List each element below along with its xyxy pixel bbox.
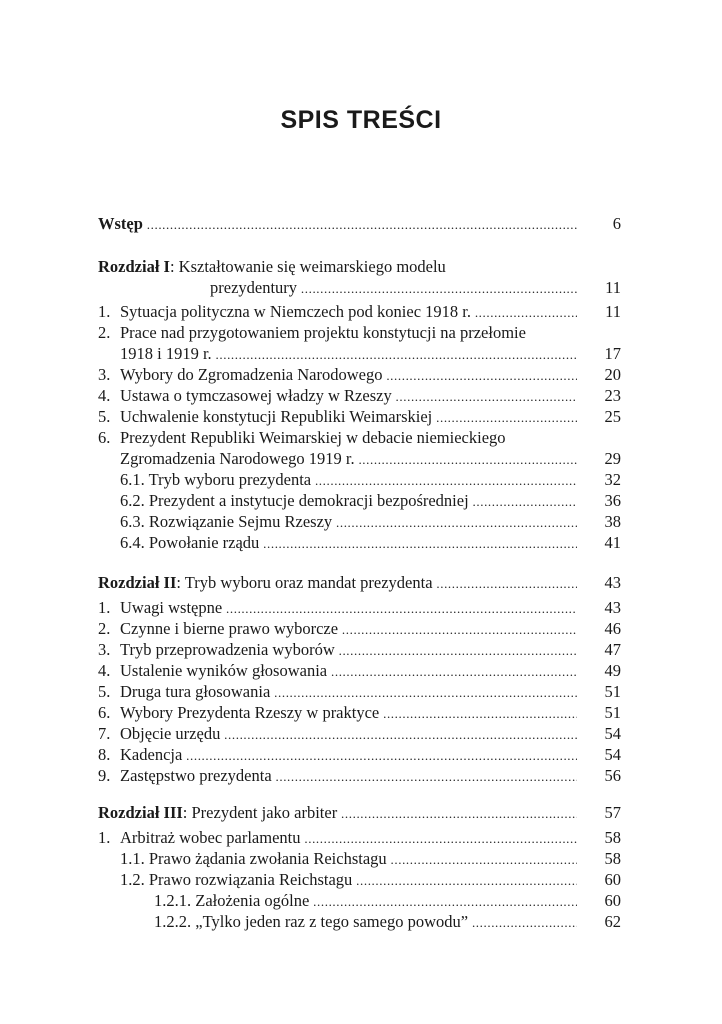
toc-entry-text: Prezydent Republiki Weimarskiej w debacie niemieckiego (120, 428, 506, 447)
toc-page-number: 51 (604, 682, 621, 701)
toc-entry-text: Uchwalenie konstytucji Republiki Weimarskiej ..... (120, 406, 577, 428)
toc-subentry (98, 532, 621, 553)
toc-entry-text: 6.1. Tryb wyboru prezydenta ..... (120, 469, 577, 491)
toc-page-number: 6 (612, 214, 621, 233)
toc-page-number: 41 (604, 533, 621, 552)
toc-page-number: 20 (604, 365, 621, 384)
toc-entry (98, 660, 621, 681)
toc-entry-chapter-1 (98, 256, 621, 277)
toc-entry (98, 681, 621, 702)
toc-entry (98, 597, 621, 618)
toc-subentry (98, 490, 621, 511)
toc-page-number: 32 (604, 470, 621, 489)
toc-entry-text: Wybory do Zgromadzenia Narodowego ..... (120, 364, 577, 386)
toc-subentry (98, 469, 621, 490)
toc-entry-number: 9. (98, 766, 111, 785)
toc-entry-chapter-1-cont (98, 277, 621, 298)
toc-entry-text: 6.2. Prezydent a instytucje demokracji bezpośredniej ..... (120, 490, 577, 512)
toc-page-number: 60 (604, 870, 621, 889)
toc-entry-chapter-3 (98, 802, 621, 823)
toc-entry-number: 1. (98, 302, 111, 321)
toc-page-number: 29 (604, 449, 621, 468)
toc-entry (98, 744, 621, 765)
toc-entry-number: 1. (98, 828, 111, 847)
toc-entry-number: 6. (98, 703, 111, 722)
toc-page-number: 60 (604, 891, 621, 910)
toc-entry (98, 406, 621, 427)
toc-entry-text: 1.2. Prawo rozwiązania Reichstagu ..... (120, 869, 577, 891)
toc-page-number: 43 (604, 573, 621, 592)
toc-entry-text: Uwagi wstępne ..... (120, 597, 577, 619)
toc-entry-number: 7. (98, 724, 111, 743)
toc-entry-text: Arbitraż wobec parlamentu ..... (120, 827, 577, 849)
toc-entry-text: Czynne i bierne prawo wyborcze ..... (120, 618, 577, 640)
toc-page-number: 47 (604, 640, 621, 659)
toc-entry-cont (98, 448, 621, 469)
toc-entry-number: 5. (98, 407, 111, 426)
toc-subentry (98, 890, 621, 911)
toc-page-number: 43 (604, 598, 621, 617)
toc-entry-number: 8. (98, 745, 111, 764)
toc-page-number: 11 (605, 278, 621, 297)
toc-entry (98, 427, 621, 448)
toc-entry-wstep (98, 213, 621, 234)
toc-page-number: 58 (604, 828, 621, 847)
toc-entry-cont (98, 343, 621, 364)
toc-page-number: 49 (604, 661, 621, 680)
toc-page-number: 58 (604, 849, 621, 868)
toc-entry-text: Objęcie urzędu ..... (120, 723, 577, 745)
toc-page-number: 51 (604, 703, 621, 722)
toc-entry-text: prezydentury ..... (210, 277, 577, 299)
toc-entry-number: 6. (98, 428, 111, 447)
toc-entry-text: Tryb przeprowadzenia wyborów ..... (120, 639, 577, 661)
toc-entry-text: Wybory Prezydenta Rzeszy w praktyce ..... (120, 702, 577, 724)
toc-entry-text: Ustawa o tymczasowej władzy w Rzeszy ..... (120, 385, 577, 407)
toc-subentry (98, 511, 621, 532)
toc-page-number: 11 (605, 302, 621, 321)
toc-entry-number: 4. (98, 661, 111, 680)
toc-page-number: 54 (604, 745, 621, 764)
toc-entry-text: 1.1. Prawo żądania zwołania Reichstagu ..... (120, 848, 577, 870)
toc-entry (98, 322, 621, 343)
toc-entry-text: 1918 i 1919 r. ..... (120, 343, 577, 365)
toc-entry (98, 301, 621, 322)
toc-entry-number: 3. (98, 640, 111, 659)
toc-entry-text: Rozdział III: Prezydent jako arbiter ..... (98, 802, 577, 824)
toc-entry (98, 364, 621, 385)
toc-entry-number: 1. (98, 598, 111, 617)
toc-subentry (98, 869, 621, 890)
toc-entry-number: 3. (98, 365, 111, 384)
toc-entry-text: Sytuacja polityczna w Niemczech pod koniec 1918 r. ..... (120, 301, 577, 323)
toc-entry (98, 385, 621, 406)
toc-page-number: 57 (604, 803, 621, 822)
toc-page-number: 36 (604, 491, 621, 510)
toc-entry-text: 6.4. Powołanie rządu ..... (120, 532, 577, 554)
toc-entry-text: 1.2.2. „Tylko jeden raz z tego samego powodu” ..... (154, 911, 577, 933)
toc-entry-number: 5. (98, 682, 111, 701)
toc-page-number: 25 (604, 407, 621, 426)
toc-entry-chapter-2 (98, 572, 621, 593)
toc-entry (98, 765, 621, 786)
toc-entry (98, 827, 621, 848)
toc-page-number: 46 (604, 619, 621, 638)
toc-entry (98, 702, 621, 723)
toc-entry-text: Wstęp ..... (98, 213, 577, 235)
page-title: SPIS TREŚCI (280, 106, 442, 134)
toc-page-number: 62 (604, 912, 621, 931)
toc-page-number: 23 (604, 386, 621, 405)
toc-entry-text: Rozdział I: Kształtowanie się weimarskiego modelu (98, 257, 446, 276)
toc-page-number: 54 (604, 724, 621, 743)
toc-page-number: 38 (604, 512, 621, 531)
toc-entry-text: Ustalenie wyników głosowania ..... (120, 660, 577, 682)
toc-entry-number: 2. (98, 323, 111, 342)
toc-entry-text: Zastępstwo prezydenta ..... (120, 765, 577, 787)
toc-entry-text: 6.3. Rozwiązanie Sejmu Rzeszy ..... (120, 511, 577, 533)
toc-entry-text: 1.2.1. Założenia ogólne ..... (154, 890, 577, 912)
toc-subentry (98, 848, 621, 869)
toc-entry (98, 618, 621, 639)
toc-entry-text: Rozdział II: Tryb wyboru oraz mandat prezydenta ..... (98, 572, 577, 594)
toc-entry-number: 4. (98, 386, 111, 405)
toc-entry-number: 2. (98, 619, 111, 638)
toc-entry (98, 723, 621, 744)
toc-entry-text: Zgromadzenia Narodowego 1919 r. ..... (120, 448, 577, 470)
toc-subentry (98, 911, 621, 932)
toc-entry-text: Kadencja ..... (120, 744, 577, 766)
toc-entry-text: Prace nad przygotowaniem projektu konstytucji na przełomie (120, 323, 526, 342)
toc-page-number: 56 (604, 766, 621, 785)
toc-entry-text: Druga tura głosowania ..... (120, 681, 577, 703)
toc-entry (98, 639, 621, 660)
toc-page-number: 17 (604, 344, 621, 363)
